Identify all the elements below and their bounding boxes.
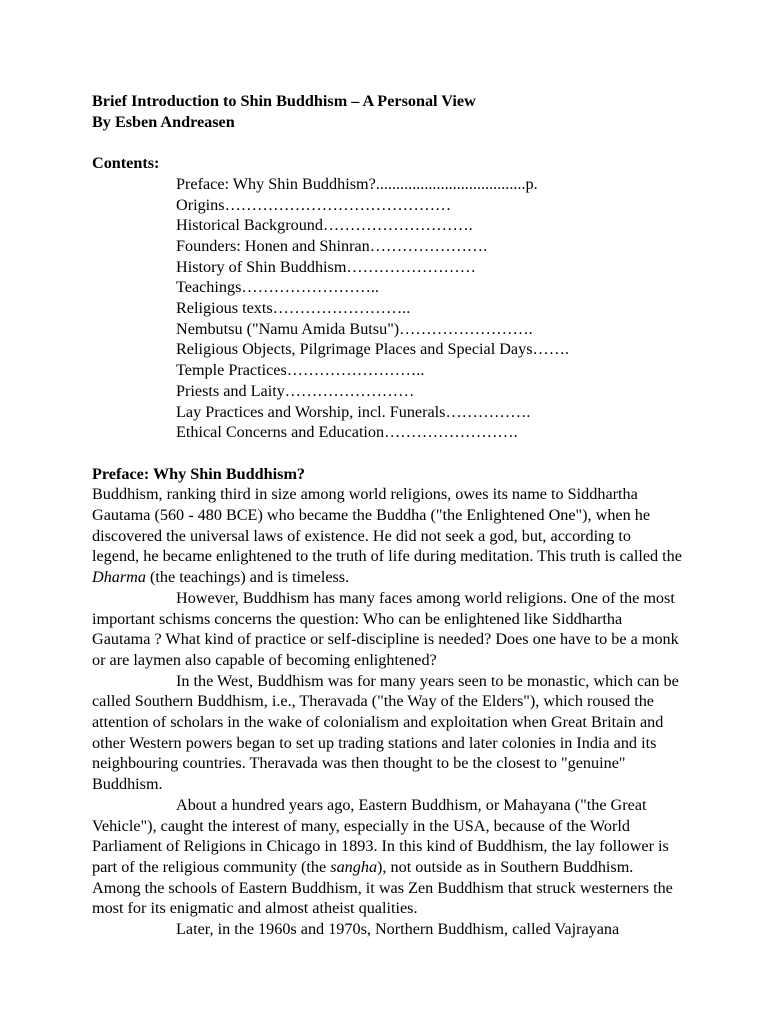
document-body bbox=[92, 91, 682, 940]
document-title: Brief Introduction to Shin Buddhism – A Personal View bbox=[92, 92, 476, 110]
toc-item: History of Shin Buddhism…………………… bbox=[176, 257, 476, 276]
spacer bbox=[92, 443, 682, 464]
paragraph-text: Buddhism, ranking third in size among world religions, owes its name to Siddhartha Gautama (560 - 480 BCE) who became the Buddha ("the Enlightened One"), when he discovered the universal laws of existence. He did not seek a god, but, according to legend, he became enlightened to the truth of life during meditation. This truth is called the bbox=[92, 485, 682, 566]
toc-item: Religious texts…………………….. bbox=[176, 299, 411, 318]
toc-item: Teachings…………………….. bbox=[176, 278, 379, 297]
toc-item: Origins…………………………………… bbox=[176, 195, 452, 214]
paragraph bbox=[92, 484, 682, 588]
contents-heading: Contents: bbox=[92, 154, 160, 173]
paragraph: Later, in the 1960s and 1970s, Northern Buddhism, called Vajrayana bbox=[176, 920, 620, 939]
toc-item: Nembutsu ("Namu Amida Butsu")……………………. bbox=[176, 319, 533, 338]
toc-item: Lay Practices and Worship, incl. Funerals……………. bbox=[176, 402, 531, 421]
toc-item: Religious Objects, Pilgrimage Places and Special Days……. bbox=[176, 340, 569, 359]
preface-heading: Preface: Why Shin Buddhism? bbox=[92, 464, 306, 483]
paragraph: However, Buddhism has many faces among world religions. One of the most important schisms concerns the question: Who can be enlightened like Siddhartha Gautama ? What kind of practice or self-discipline is needed? Does one have to be a monk or are laymen also capable of becoming enlightened? bbox=[92, 588, 679, 669]
toc-item: Priests and Laity…………………… bbox=[176, 381, 415, 400]
toc-item: Preface: Why Shin Buddhism?.....................................p. bbox=[176, 174, 538, 193]
toc-item: Founders: Honen and Shinran…………………. bbox=[176, 236, 488, 255]
spacer bbox=[92, 132, 682, 153]
paragraph bbox=[92, 795, 682, 919]
toc-item: Historical Background………………………. bbox=[176, 216, 473, 235]
emphasis-sangha: sangha bbox=[330, 857, 378, 876]
toc-item: Ethical Concerns and Education……………………. bbox=[176, 423, 518, 442]
author-line: By Esben Andreasen bbox=[92, 112, 235, 131]
emphasis-dharma: Dharma bbox=[92, 568, 146, 587]
toc-item: Temple Practices…………………….. bbox=[176, 361, 425, 380]
paragraph-text: ), not outside as in Southern Buddhism. Among the schools of Eastern Buddhism, it was Zen Buddhism that struck westerners the most for its enigmatic and almost atheist qualities. bbox=[92, 857, 673, 918]
paragraph-text: (the teachings) and is timeless. bbox=[145, 568, 350, 587]
paragraph: In the West, Buddhism was for many years seen to be monastic, which can be called Southern Buddhism, i.e., Theravada ("the Way of the Elders"), which roused the attention of scholars in the wake of colonialism and exploitation when Great Britain and other Western powers began to set up trading stations and later colonies in India and its neighbouring countries. Theravada was then thought to be the closest to "genuine" Buddhism. bbox=[92, 671, 679, 794]
table-of-contents bbox=[92, 174, 682, 443]
paragraph-text: About a hundred years ago, Eastern Buddhism, or Mahayana ("the Great Vehicle"), caught the interest of many, especially in the USA, because of the World Parliament of Religions in Chicago in 1893. In this kind of Buddhism, the lay follower is part of the religious community (the bbox=[92, 795, 669, 876]
